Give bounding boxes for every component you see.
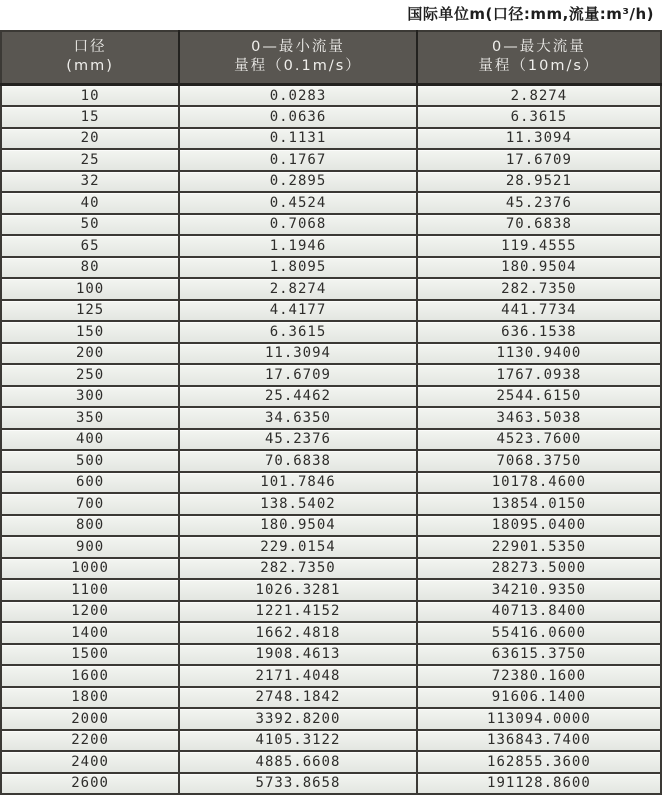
min-flow-cell: 101.7846	[179, 472, 417, 494]
min-flow-cell: 1.8095	[179, 257, 417, 279]
min-flow-cell: 1908.4613	[179, 644, 417, 666]
max-flow-cell: 34210.9350	[417, 579, 661, 601]
min-flow-cell: 25.4462	[179, 386, 417, 408]
diameter-cell: 350	[1, 407, 179, 429]
table-row	[1, 450, 661, 472]
table-row	[1, 300, 661, 322]
max-flow-cell: 7068.3750	[417, 450, 661, 472]
min-flow-cell: 70.6838	[179, 450, 417, 472]
table-row	[1, 386, 661, 408]
diameter-cell: 700	[1, 493, 179, 515]
min-flow-cell: 1.1946	[179, 235, 417, 257]
diameter-cell: 250	[1, 364, 179, 386]
col-header-min-flow-line1: 0—最小流量	[251, 39, 345, 55]
col-header-max-flow-line1: 0—最大流量	[492, 39, 586, 55]
max-flow-cell: 11.3094	[417, 128, 661, 150]
min-flow-cell: 5733.8658	[179, 773, 417, 795]
col-header-diameter	[1, 31, 179, 85]
max-flow-cell: 45.2376	[417, 192, 661, 214]
diameter-cell: 80	[1, 257, 179, 279]
diameter-cell: 800	[1, 515, 179, 537]
diameter-cell: 2200	[1, 730, 179, 752]
table-row	[1, 106, 661, 128]
min-flow-cell: 4885.6608	[179, 751, 417, 773]
table-row	[1, 730, 661, 752]
table-row	[1, 128, 661, 150]
min-flow-cell: 34.6350	[179, 407, 417, 429]
table-header	[1, 31, 661, 85]
diameter-cell: 125	[1, 300, 179, 322]
min-flow-cell: 229.0154	[179, 536, 417, 558]
min-flow-cell: 138.5402	[179, 493, 417, 515]
max-flow-cell: 22901.5350	[417, 536, 661, 558]
max-flow-cell: 70.6838	[417, 214, 661, 236]
min-flow-cell: 1026.3281	[179, 579, 417, 601]
min-flow-cell: 0.1767	[179, 149, 417, 171]
min-flow-cell: 6.3615	[179, 321, 417, 343]
min-flow-cell: 180.9504	[179, 515, 417, 537]
table-row	[1, 751, 661, 773]
diameter-cell: 65	[1, 235, 179, 257]
diameter-cell: 400	[1, 429, 179, 451]
max-flow-cell: 282.7350	[417, 278, 661, 300]
diameter-cell: 20	[1, 128, 179, 150]
table-row	[1, 773, 661, 795]
min-flow-cell: 2171.4048	[179, 665, 417, 687]
diameter-cell: 150	[1, 321, 179, 343]
max-flow-cell: 113094.0000	[417, 708, 661, 730]
table-body	[1, 85, 661, 795]
table-row	[1, 536, 661, 558]
min-flow-cell: 0.7068	[179, 214, 417, 236]
max-flow-cell: 91606.1400	[417, 687, 661, 709]
min-flow-cell: 0.1131	[179, 128, 417, 150]
max-flow-cell: 28.9521	[417, 171, 661, 193]
max-flow-cell: 18095.0400	[417, 515, 661, 537]
table-row	[1, 171, 661, 193]
min-flow-cell: 17.6709	[179, 364, 417, 386]
max-flow-cell: 136843.7400	[417, 730, 661, 752]
min-flow-cell: 4.4177	[179, 300, 417, 322]
min-flow-cell: 1662.4818	[179, 622, 417, 644]
table-row	[1, 515, 661, 537]
table-row	[1, 235, 661, 257]
max-flow-cell: 10178.4600	[417, 472, 661, 494]
min-flow-cell: 2748.1842	[179, 687, 417, 709]
diameter-cell: 1100	[1, 579, 179, 601]
diameter-cell: 1200	[1, 601, 179, 623]
table-row	[1, 192, 661, 214]
max-flow-cell: 2544.6150	[417, 386, 661, 408]
min-flow-cell: 1221.4152	[179, 601, 417, 623]
min-flow-cell: 282.7350	[179, 558, 417, 580]
table-row	[1, 278, 661, 300]
table-row	[1, 558, 661, 580]
max-flow-cell: 162855.3600	[417, 751, 661, 773]
flow-range-table	[0, 30, 662, 795]
table-row	[1, 493, 661, 515]
max-flow-cell: 636.1538	[417, 321, 661, 343]
diameter-cell: 32	[1, 171, 179, 193]
diameter-cell: 2400	[1, 751, 179, 773]
diameter-cell: 25	[1, 149, 179, 171]
max-flow-cell: 63615.3750	[417, 644, 661, 666]
table-row	[1, 321, 661, 343]
col-header-diameter-line2: (mm)	[66, 58, 114, 74]
diameter-cell: 600	[1, 472, 179, 494]
table-row	[1, 472, 661, 494]
min-flow-cell: 3392.8200	[179, 708, 417, 730]
diameter-cell: 1000	[1, 558, 179, 580]
diameter-cell: 1500	[1, 644, 179, 666]
diameter-cell: 50	[1, 214, 179, 236]
max-flow-cell: 119.4555	[417, 235, 661, 257]
diameter-cell: 1600	[1, 665, 179, 687]
table-row	[1, 149, 661, 171]
table-row	[1, 708, 661, 730]
max-flow-cell: 13854.0150	[417, 493, 661, 515]
table-row	[1, 601, 661, 623]
table-row	[1, 407, 661, 429]
table-row	[1, 665, 661, 687]
max-flow-cell: 28273.5000	[417, 558, 661, 580]
col-header-max-flow-line2: 量程（10m/s）	[478, 58, 600, 74]
table-row	[1, 214, 661, 236]
table-row	[1, 343, 661, 365]
min-flow-cell: 0.4524	[179, 192, 417, 214]
min-flow-cell: 2.8274	[179, 278, 417, 300]
min-flow-cell: 0.0636	[179, 106, 417, 128]
col-header-min-flow	[179, 31, 417, 85]
max-flow-cell: 4523.7600	[417, 429, 661, 451]
min-flow-cell: 0.2895	[179, 171, 417, 193]
max-flow-cell: 6.3615	[417, 106, 661, 128]
table-row	[1, 687, 661, 709]
diameter-cell: 2600	[1, 773, 179, 795]
diameter-cell: 1400	[1, 622, 179, 644]
header-row	[1, 31, 661, 85]
max-flow-cell: 55416.0600	[417, 622, 661, 644]
max-flow-cell: 441.7734	[417, 300, 661, 322]
table-row	[1, 579, 661, 601]
diameter-cell: 500	[1, 450, 179, 472]
table-row	[1, 257, 661, 279]
col-header-diameter-line1: 口径	[73, 39, 107, 55]
diameter-cell: 100	[1, 278, 179, 300]
diameter-cell: 300	[1, 386, 179, 408]
table-row	[1, 85, 661, 107]
max-flow-cell: 40713.8400	[417, 601, 661, 623]
min-flow-cell: 11.3094	[179, 343, 417, 365]
max-flow-cell: 1767.0938	[417, 364, 661, 386]
table-row	[1, 644, 661, 666]
col-header-max-flow	[417, 31, 661, 85]
diameter-cell: 200	[1, 343, 179, 365]
table-row	[1, 364, 661, 386]
max-flow-cell: 180.9504	[417, 257, 661, 279]
diameter-cell: 2000	[1, 708, 179, 730]
max-flow-cell: 17.6709	[417, 149, 661, 171]
min-flow-cell: 4105.3122	[179, 730, 417, 752]
diameter-cell: 10	[1, 85, 179, 107]
min-flow-cell: 45.2376	[179, 429, 417, 451]
max-flow-cell: 1130.9400	[417, 343, 661, 365]
min-flow-cell: 0.0283	[179, 85, 417, 107]
units-note: 国际单位m(口径:mm,流量:m³/h)	[407, 5, 654, 23]
diameter-cell: 1800	[1, 687, 179, 709]
max-flow-cell: 2.8274	[417, 85, 661, 107]
diameter-cell: 40	[1, 192, 179, 214]
table-row	[1, 622, 661, 644]
col-header-min-flow-line2: 量程（0.1m/s）	[234, 58, 362, 74]
diameter-cell: 900	[1, 536, 179, 558]
table-row	[1, 429, 661, 451]
max-flow-cell: 191128.8600	[417, 773, 661, 795]
diameter-cell: 15	[1, 106, 179, 128]
max-flow-cell: 3463.5038	[417, 407, 661, 429]
max-flow-cell: 72380.1600	[417, 665, 661, 687]
